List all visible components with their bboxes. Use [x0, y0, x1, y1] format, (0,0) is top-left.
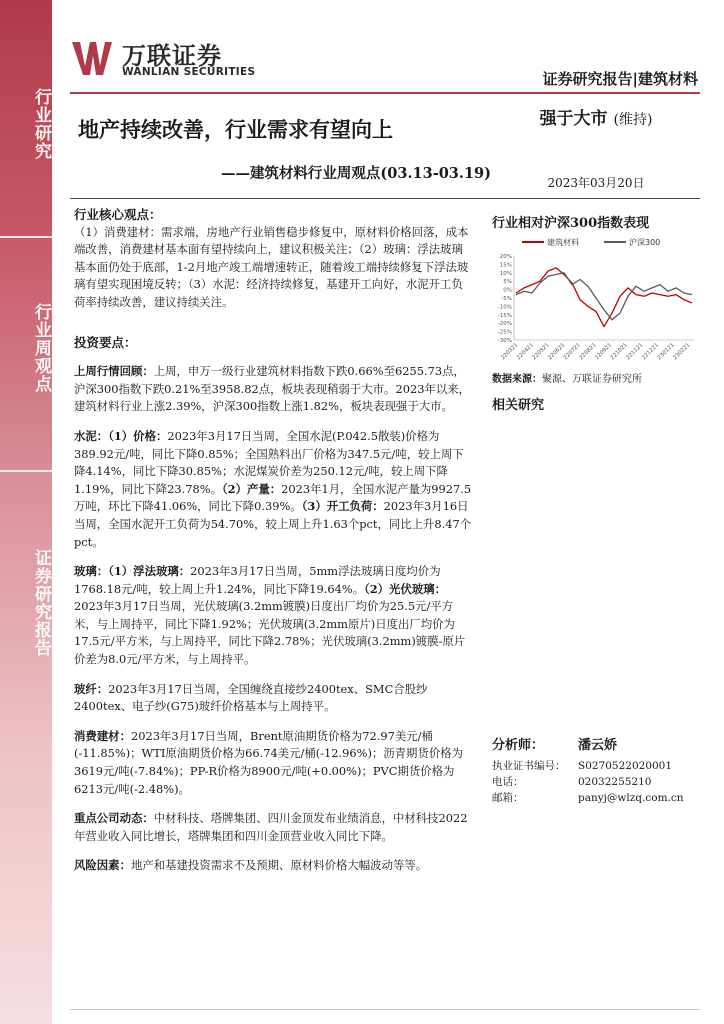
consumer-materials-lead: 消费建材： [74, 728, 131, 743]
fiberglass-text: 2023年3月17日当周，全国缠绕直接纱2400tex、SMC合股纱2400tex、电子纱(G75)玻纤价格基本与上周持平。 [74, 681, 428, 714]
x-tick-label: 220421 [515, 342, 536, 362]
analyst-cert: S0270522020001 [578, 760, 673, 772]
x-tick-label: 221221 [641, 342, 661, 362]
y-tick-label: -20% [497, 321, 512, 328]
market-review-text: 上周，申万一级行业建筑材料指数下跌0.66%至6255.73点，沪深300指数下跌0.21%至3958.82点，板块表现稍弱于大市。2023年以来，建筑材料行业上涨2.39%，沪深300指数上涨1.82%，板块表现强于大市。 [74, 364, 471, 414]
brand-name-en: WANLIAN SECURITIES [122, 66, 256, 78]
float-glass-text: 2023年3月17日当周，5mm浮法玻璃日度均价为1768.18元/吨，较上周上升1.24%，同比下降19.64%。 [74, 564, 441, 596]
x-tick-label: 220321 [500, 342, 520, 362]
y-tick-label: -10% [497, 304, 512, 311]
company-news-text: 中材科技、塔牌集团、四川金顶发布业绩消息，中材科技2022年营业收入同比增长，塔牌集团和四川金顶营业收入同比下降。 [74, 811, 468, 843]
series-line [516, 268, 692, 327]
analyst-name-row [492, 738, 702, 758]
market-review-paragraph [74, 363, 472, 416]
cement-load-text: 2023年3月16日当周，全国水泥开工负荷为54.70%，较上周上升1.63个pct，同比上升8.47个pct。 [74, 499, 472, 549]
report-title: 地产持续改善，行业需求有望向上 [78, 117, 393, 142]
wanlian-logo-icon [70, 38, 114, 78]
x-tick-label: 220721 [562, 342, 582, 362]
analyst-email-row [492, 790, 702, 806]
risk-paragraph [74, 857, 472, 875]
glass-paragraph [74, 563, 472, 669]
y-tick-label: -30% [497, 338, 512, 344]
pv-glass-lead: （2）光伏玻璃： [364, 581, 446, 596]
cement-output-lead: （2）产量： [221, 481, 282, 496]
x-tick-label: 230221 [672, 342, 692, 362]
analyst-email[interactable]: panyj@wlzq.com.cn [578, 792, 684, 804]
section-divider [492, 198, 700, 199]
x-tick-label: 220621 [547, 342, 567, 362]
header-divider [70, 92, 700, 94]
data-source [492, 370, 642, 385]
analyst-phone-label: 电话： [492, 776, 524, 788]
cement-output-text: 2023年1月，全国水泥产量为9927.5万吨，环比下降41.06%，同比下降0.39%。 [74, 481, 472, 514]
x-tick-label: 221121 [625, 342, 645, 362]
x-tick-label: 230121 [656, 342, 676, 362]
related-research-heading: 相关研究 [492, 398, 545, 413]
legend-label: 沪深300 [629, 238, 661, 247]
glass-lead: 玻璃：（1）浮法玻璃： [74, 564, 191, 579]
risk-text: 地产和基建投资需求不及预期、原材料价格大幅波动等等。 [130, 858, 428, 873]
data-source-text: 聚源、万联证券研究所 [542, 374, 642, 385]
footer-divider [70, 1009, 700, 1010]
analyst-block [492, 738, 702, 806]
cement-lead: 水泥：（1）价格： [74, 428, 168, 443]
y-tick-label: 5% [503, 279, 512, 286]
sidebar [0, 0, 52, 1024]
consumer-materials-paragraph [74, 728, 472, 798]
y-tick-label: -5% [501, 296, 512, 302]
fiberglass-lead: 玻纤： [74, 681, 109, 696]
x-tick-label: 220821 [578, 342, 598, 362]
y-tick-label: -15% [497, 312, 512, 319]
sidebar-label-securities-report: 证券研究报告 [31, 549, 51, 657]
cement-paragraph [74, 428, 472, 551]
analyst-cert-label: 执业证书编号： [492, 760, 566, 772]
rating-block [492, 104, 700, 129]
cement-load-lead: （3）开工负荷： [301, 499, 384, 514]
analyst-email-label: 邮箱： [492, 792, 524, 804]
sidebar-label-weekly-view: 行业周观点 [31, 303, 51, 393]
analyst-cert-row [492, 758, 702, 774]
cement-price-text: 2023年3月17日当周，全国水泥(P.042.5散装)价格为389.92元/吨，同比下降0.85%；全国熟料出厂价格为347.5元/吨，较上周下降4.14%，同比下降30.85%；水泥煤炭价差为250.12元/吨，较上周下降1.19%，同比下降23.78%。 [74, 428, 464, 496]
chart-svg [492, 234, 700, 374]
report-subtitle: ——建筑材料行业周观点(03.13-03.19) [220, 165, 491, 182]
y-tick-label: 20% [499, 254, 512, 260]
analyst-label: 分析师： [492, 738, 545, 753]
analyst-name: 潘云娇 [578, 738, 618, 753]
legend-label: 建筑材料 [547, 238, 579, 247]
pv-glass-text: 2023年3月17日当周，光伏玻璃(3.2mm镀膜)日度出厂均价为25.5元/平方米，与上周持平，同比下降1.92%；光伏玻璃(3.2mm原片)日度出厂均价为17.5元/平方米，与上周持平，同比下降2.78%；光伏玻璃(3.2mm)镀膜-原片价差为8.0元/平方米，与上周持平。 [74, 599, 466, 667]
company-news-lead: 重点公司动态： [74, 811, 154, 826]
analyst-phone: 02032255210 [578, 776, 652, 788]
y-tick-label: -25% [497, 329, 512, 336]
market-review-lead: 上周行情回顾： [74, 364, 154, 379]
y-tick-label: 10% [499, 270, 512, 277]
company-news-paragraph [74, 810, 472, 845]
consumer-materials-text: 2023年3月17日当周，Brent原油期货价格为72.97美元/桶(-11.85%)；WTI原油期货价格为66.74美元/桶(-12.96%)；沥青期货价格为3619元/吨(-7.84%)；PP-R价格为8900元/吨(+0.00%)；PVC期货价格为6213元/吨(-2.48%)。 [74, 728, 464, 796]
chart-title: 行业相对沪深300指数表现 [492, 216, 650, 231]
x-tick-label: 221021 [609, 342, 629, 362]
fiberglass-paragraph [74, 681, 472, 716]
company-logo [70, 36, 270, 86]
core-view-text: （1）消费建材：需求端，房地产行业销售稳步修复中，原材料价格回落，成本端改善，消费建材基本面有望持续向上，建议积极关注；（2）玻璃：浮法玻璃基本面仍处于底部，1-2月地产竣工端增速转正，随着竣工端持续修复下浮法玻璃有望实现困境反转；（3）水泥：经济持续修复，基建开工向好，水泥开工负荷率持续改善，建议持续关注。 [74, 224, 469, 309]
x-tick-label: 220521 [531, 342, 551, 362]
rating-main: 强于大市 [539, 109, 608, 129]
right-panel [492, 212, 702, 413]
sidebar-label-industry-research: 行业研究 [31, 88, 51, 160]
rating [492, 104, 700, 129]
section-divider [70, 198, 498, 199]
report-type: 证券研究报告|建筑材料 [542, 70, 698, 88]
y-tick-label: 15% [499, 262, 512, 269]
data-source-label: 数据来源： [492, 374, 542, 385]
risk-lead: 风险因素： [74, 858, 131, 873]
relative-performance-chart [492, 234, 700, 374]
core-view-heading: 行业核心观点： [74, 207, 162, 222]
report-date: 2023年03月20日 [547, 176, 645, 190]
sidebar-divider [0, 470, 52, 472]
investment-points-heading: 投资要点： [74, 334, 137, 350]
analyst-phone-row [492, 774, 702, 790]
brand-name-cn: 万联证券 [122, 42, 222, 70]
main-content [74, 206, 472, 875]
sidebar-divider [0, 236, 52, 238]
x-tick-label: 220921 [594, 342, 614, 362]
y-tick-label: 0% [503, 287, 512, 294]
rating-sub: (维持) [613, 112, 653, 128]
